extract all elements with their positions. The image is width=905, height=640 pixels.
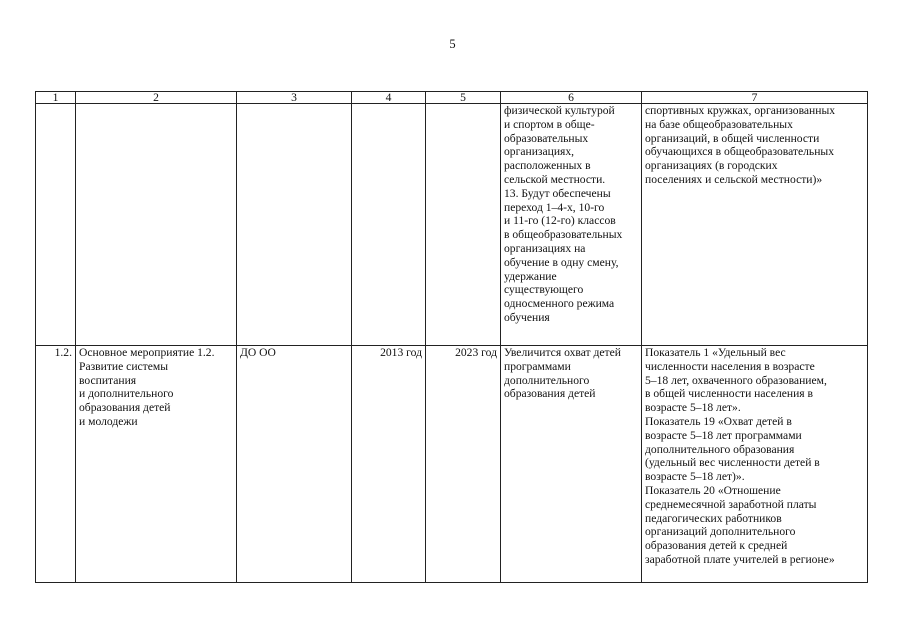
- header-cell: 7: [642, 92, 868, 104]
- text-line: Показатель 1 «Удельный вес: [645, 346, 786, 359]
- text-line: Основное мероприятие 1.2.: [79, 346, 215, 359]
- text-line: и 11-го (12-го) классов: [504, 214, 616, 228]
- text-line: среднемесячной заработной платы: [645, 497, 817, 511]
- header-cell: 6: [501, 92, 642, 104]
- text-line: дополнительного: [504, 373, 590, 387]
- text-line: численности населения в возрасте: [645, 359, 815, 373]
- indicators-cell: [642, 346, 868, 583]
- text-line: в общеобразовательных: [504, 228, 623, 242]
- text-line: (удельный вес численности детей в: [645, 456, 820, 470]
- text-line: удержание: [504, 269, 557, 283]
- text-line: и молодежи: [79, 414, 138, 428]
- expected-results-cell: [501, 346, 642, 583]
- header-cell: 2: [76, 92, 237, 104]
- text-line: образования детей к средней: [645, 539, 788, 553]
- text-line: дополнительного образования: [645, 442, 795, 456]
- text-line: обучающихся в общеобразовательных: [645, 145, 834, 159]
- start-year-cell: 2013 год: [352, 346, 426, 583]
- page-number: 5: [449, 37, 456, 51]
- text-line: переход 1–4-х, 10-го: [504, 200, 605, 214]
- executor-cell: ДО ОО: [237, 346, 352, 583]
- text-line: существующего: [504, 283, 584, 297]
- text-line: образования детей: [79, 401, 171, 415]
- measure-name-cell: [76, 346, 237, 583]
- text-line: и спортом в обще-: [504, 117, 595, 131]
- text-line: спортивных кружках, организованных: [645, 104, 836, 117]
- text-line: организациях (в городских: [645, 159, 778, 173]
- header-cell: 1: [36, 92, 76, 104]
- end-year-cell: 2023 год: [426, 346, 501, 583]
- header-cell: 3: [237, 92, 352, 104]
- text-line: образования детей: [504, 387, 596, 401]
- text-line: Показатель 20 «Отношение: [645, 483, 781, 497]
- text-line: заработной плате учителей в регионе»: [645, 552, 835, 566]
- empty-cell: [426, 104, 501, 346]
- text-line: в общей численности населения в: [645, 387, 813, 401]
- empty-cell: [36, 104, 76, 346]
- text-line: сельской местности.: [504, 172, 606, 186]
- row-number-cell: 1.2.: [36, 346, 76, 583]
- text-line: воспитания: [79, 373, 137, 387]
- indicators-cell: [642, 104, 868, 346]
- measures-table: [35, 91, 868, 583]
- header-cell: 5: [426, 92, 501, 104]
- text-line: педагогических работников: [645, 511, 782, 525]
- empty-cell: [237, 104, 352, 346]
- expected-results-cell: [501, 104, 642, 346]
- text-line: возрасте 5–18 лет программами: [645, 428, 802, 442]
- text-line: возрасте 5–18 лет».: [645, 401, 741, 415]
- text-line: программами: [504, 359, 571, 373]
- text-line: обучение в одну смену,: [504, 255, 619, 269]
- text-line: Увеличится охват детей: [504, 346, 621, 359]
- text-line: 13. Будут обеспечены: [504, 186, 611, 200]
- text-line: Показатель 19 «Охват детей в: [645, 414, 792, 428]
- text-line: Развитие системы: [79, 359, 169, 373]
- header-row: [36, 92, 868, 104]
- text-line: расположенных в: [504, 159, 591, 173]
- text-line: 5–18 лет, охваченного образованием,: [645, 373, 827, 387]
- text-line: и дополнительного: [79, 387, 174, 401]
- text-line: физической культурой: [504, 104, 615, 117]
- text-line: односменного режима: [504, 297, 615, 311]
- text-line: организациях на: [504, 241, 586, 255]
- empty-cell: [76, 104, 237, 346]
- text-line: организаций дополнительного: [645, 525, 796, 539]
- text-line: поселениях и сельской местности)»: [645, 172, 823, 186]
- text-line: обучения: [504, 310, 550, 324]
- text-line: организациях,: [504, 145, 575, 159]
- empty-cell: [352, 104, 426, 346]
- header-cell: 4: [352, 92, 426, 104]
- table-row-1-2: [36, 346, 868, 583]
- text-line: на базе общеобразовательных: [645, 117, 793, 131]
- text-line: образовательных: [504, 131, 589, 145]
- text-line: возрасте 5–18 лет)».: [645, 470, 745, 484]
- text-line: организаций, в общей численности: [645, 131, 820, 145]
- table-row-continuation: [36, 104, 868, 346]
